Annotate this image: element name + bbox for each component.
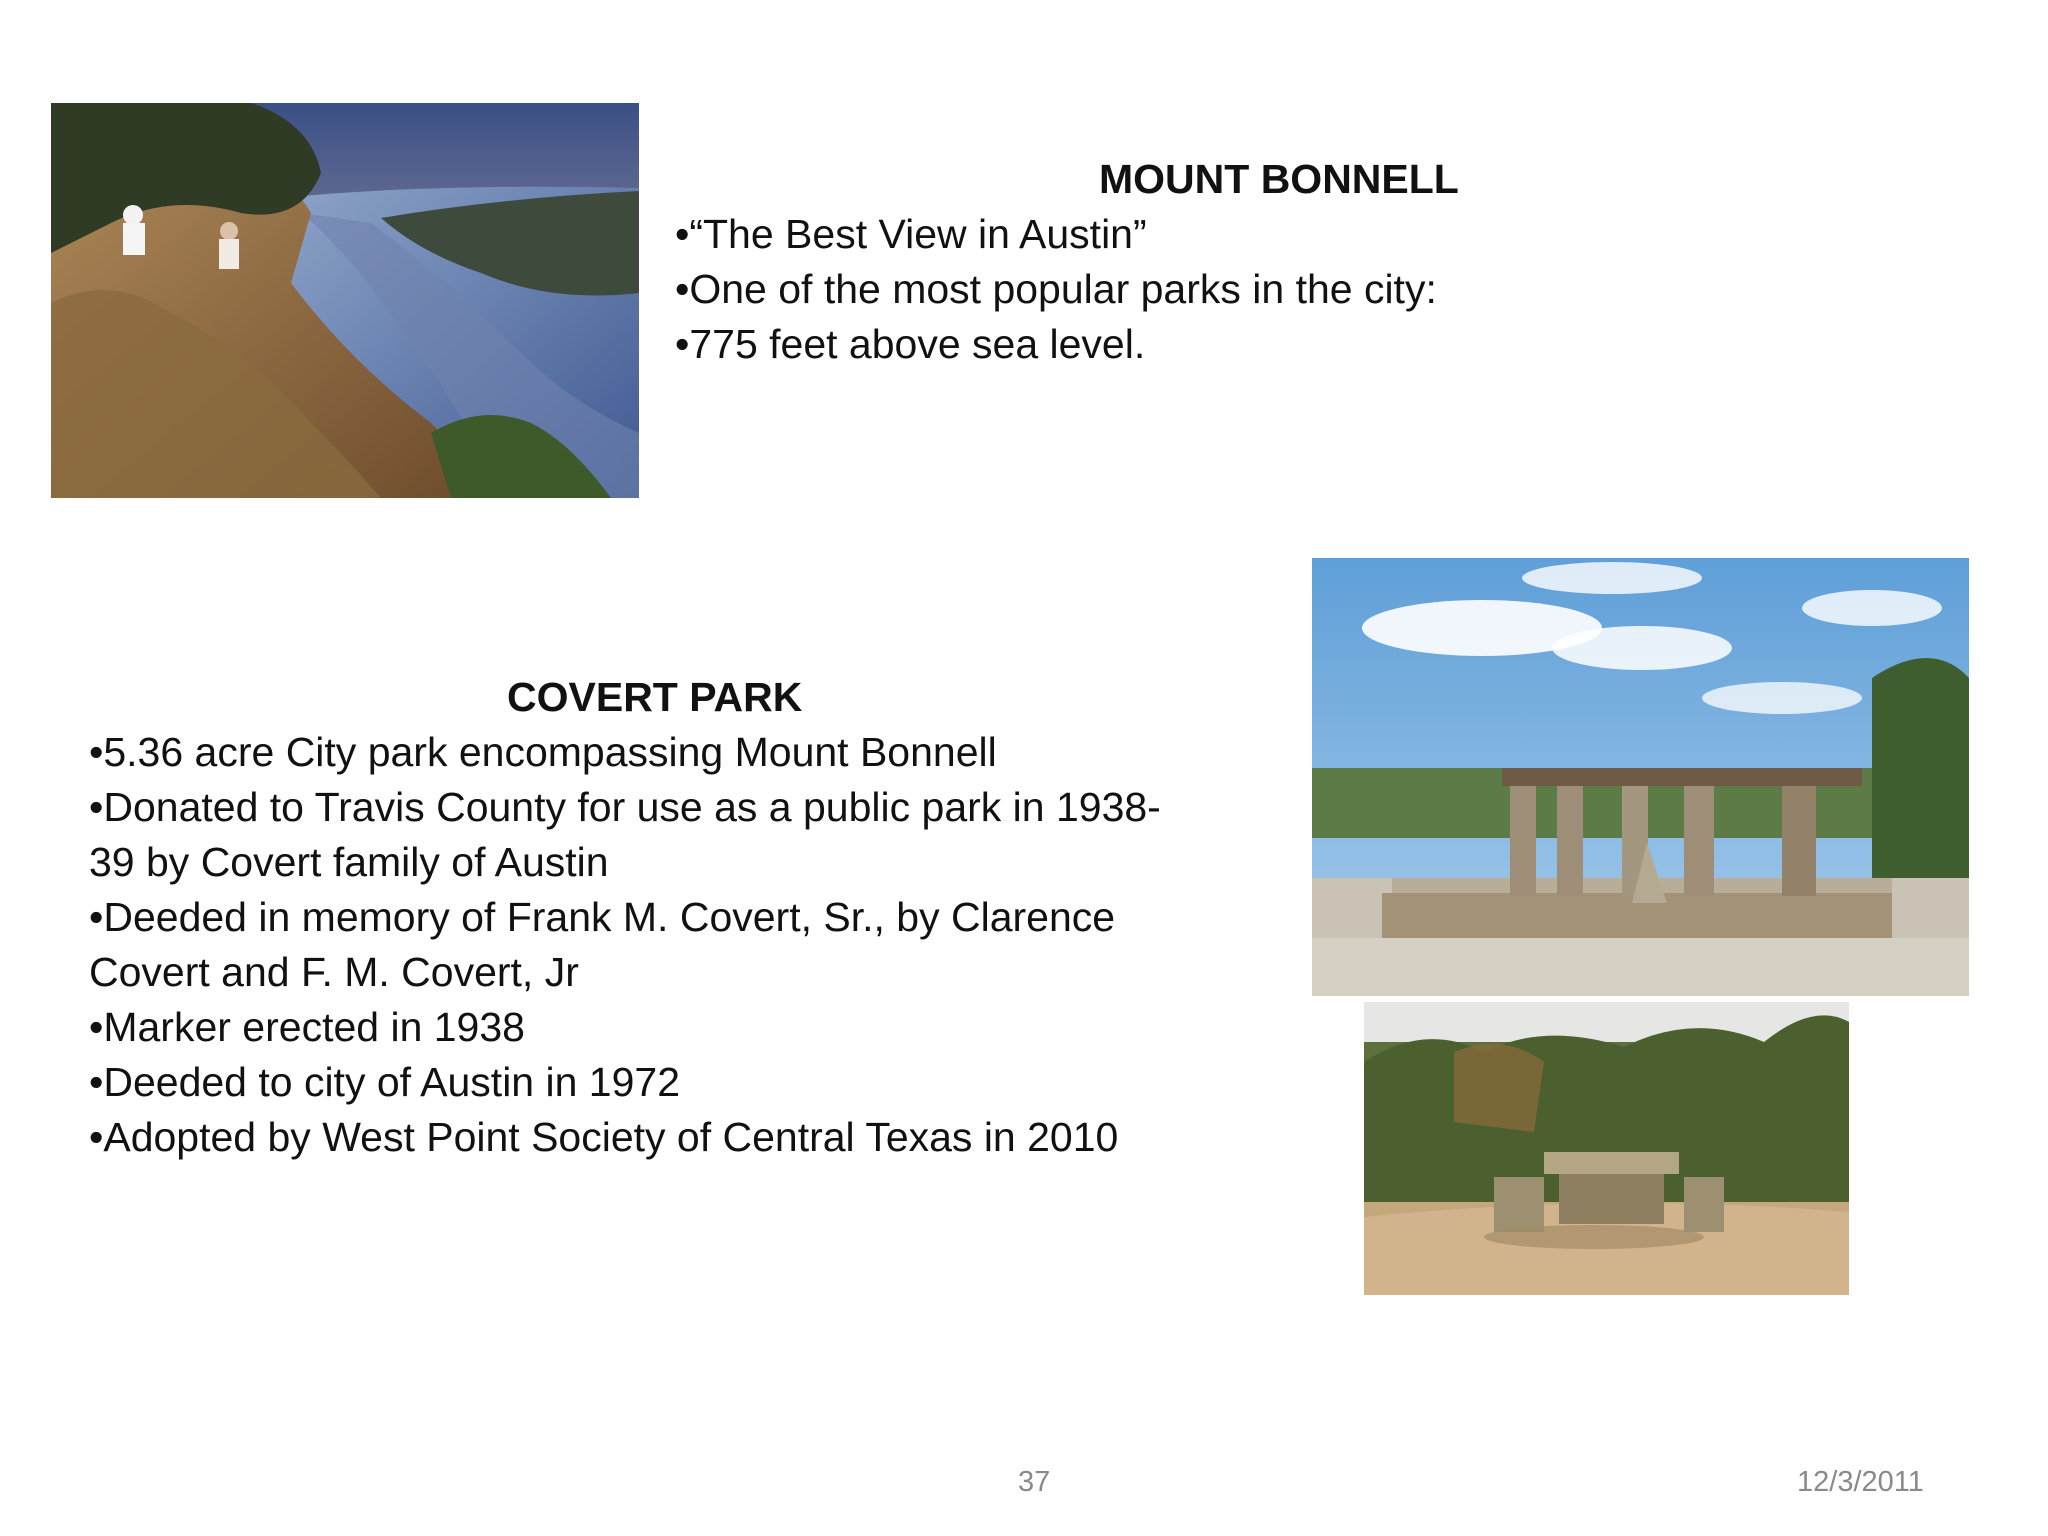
list-item: •Marker erected in 1938 <box>89 1004 525 1050</box>
list-item: •5.36 acre City park encompassing Mount Bonnell <box>89 729 997 775</box>
list-item: •Donated to Travis County for use as a public park in 1938-39 by Covert family of Austin <box>89 784 1161 885</box>
list-item: •775 feet above sea level. <box>675 321 1146 367</box>
mount-bonnell-bullets <box>675 207 1575 372</box>
covert-park-picnic-table-photo <box>1364 1002 1849 1295</box>
slide-date: 12/3/2011 <box>1797 1466 1924 1498</box>
mount-bonnell-river-view-photo <box>51 103 639 498</box>
covert-park-bullets <box>89 725 1289 1165</box>
covert-park-stone-pavilion-photo <box>1312 558 1969 996</box>
slide-number: 37 <box>1018 1466 1051 1498</box>
list-item: •“The Best View in Austin” <box>675 211 1147 257</box>
mount-bonnell-section <box>675 152 1575 372</box>
list-item: •Deeded in memory of Frank M. Covert, Sr., by Clarence Covert and F. M. Covert, Jr <box>89 894 1116 995</box>
list-item: •Adopted by West Point Society of Central Texas in 2010 <box>89 1114 1119 1160</box>
mount-bonnell-heading: MOUNT BONNELL <box>1099 156 1459 202</box>
covert-park-section <box>89 670 1289 1165</box>
list-item: •One of the most popular parks in the city: <box>675 266 1437 312</box>
covert-park-heading: COVERT PARK <box>507 674 803 720</box>
list-item: •Deeded to city of Austin in 1972 <box>89 1059 681 1105</box>
